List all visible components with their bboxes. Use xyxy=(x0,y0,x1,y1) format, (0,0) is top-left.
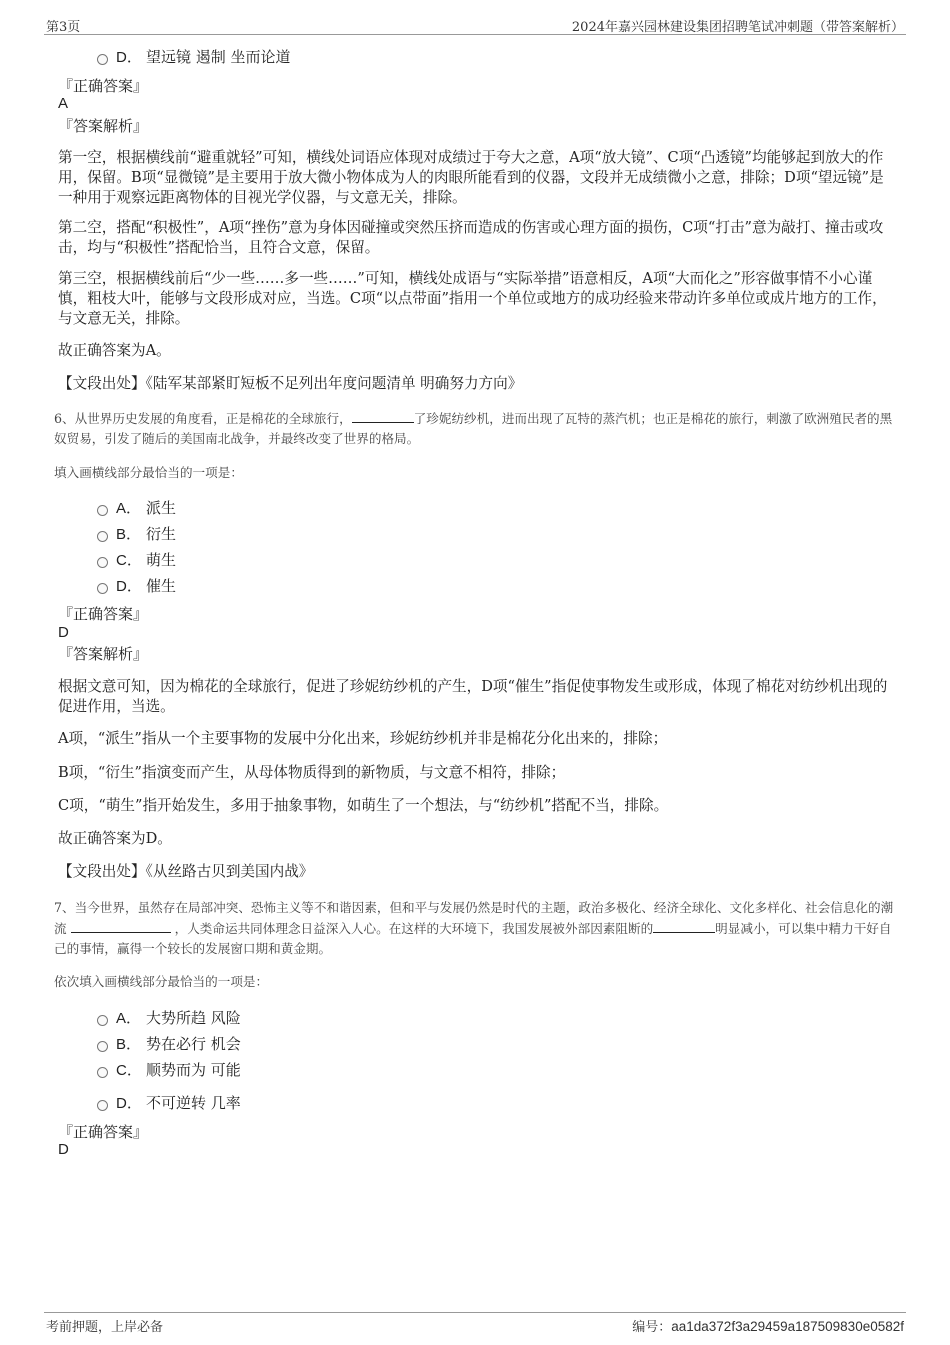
radio-icon[interactable] xyxy=(97,557,108,568)
page-footer xyxy=(44,1312,906,1335)
q5-analysis-paragraph-1: 第一空，根据横线前“避重就轻”可知，横线处词语应体现对成绩过于夸大之意，A项“放大镜”、C项“凸透镜”均能够起到放大的作用，保留。B项“显微镜”是主要用于放大微小物体成为人的肉眼所能看到的仪器，文段并无成绩微小之意，排除；D项“望远镜”是一种用于观察远距离物体的目视光学仪器，与文意无关，排除。 xyxy=(58,149,884,206)
q6-analysis-paragraph-4: C项，“萌生”指开始发生，多用于抽象事物，如萌生了一个想法，与“纺纱机”搭配不当，排除。 xyxy=(58,797,669,814)
q6-option-d[interactable]: D． 催生 xyxy=(97,575,176,597)
radio-icon[interactable] xyxy=(97,531,108,542)
fill-blank xyxy=(71,918,171,933)
radio-icon[interactable] xyxy=(97,1100,108,1111)
fill-blank xyxy=(352,408,414,423)
q5-analysis-label: 『答案解析』 xyxy=(58,117,149,135)
q6-analysis-paragraph-2: A项，“派生”指从一个主要事物的发展中分化出来，珍妮纺纱机并非是棉花分化出来的，排除； xyxy=(58,730,668,747)
q6-option-a[interactable]: A． 派生 xyxy=(97,497,176,519)
document-title: 2024年嘉兴园林建设集团招聘笔试冲刺题（带答案解析） xyxy=(571,20,904,35)
radio-icon[interactable] xyxy=(97,1041,108,1052)
q7-option-a[interactable]: A． 大势所趋 风险 xyxy=(97,1007,241,1029)
page-number: 第3页 xyxy=(46,20,81,35)
q6-option-c[interactable]: C． 萌生 xyxy=(97,549,176,571)
q6-option-b[interactable]: B． 衍生 xyxy=(97,523,176,545)
q7-option-b[interactable]: B． 势在必行 机会 xyxy=(97,1033,241,1055)
radio-icon[interactable] xyxy=(97,505,108,516)
q6-source: 【文段出处】《从丝路古贝到美国内战》 xyxy=(58,863,314,880)
q6-conclusion: 故正确答案为D。 xyxy=(58,830,172,847)
q5-answer: A xyxy=(58,95,69,112)
radio-icon[interactable] xyxy=(97,1015,108,1026)
q7-answer: D xyxy=(58,1141,69,1158)
q5-analysis-paragraph-3: 第三空，根据横线前后“少一些……多一些……”可知，横线处成语与“实际举措”语意相反，A项“大而化之”形容做事情不小心谨慎，粗枝大叶，能够与文段形成对应，当选。C项“以点带面”指用一个单位或地方的成功经验来带动许多单位或成片地方的工作，与文意无关，排除。 xyxy=(58,270,887,327)
q7-option-c[interactable]: C． 顺势而为 可能 xyxy=(97,1059,241,1081)
q7-instruction: 依次填入画横线部分最恰当的一项是： xyxy=(54,974,269,989)
q7-answer-label: 『正确答案』 xyxy=(58,1123,149,1141)
q6-answer-label: 『正确答案』 xyxy=(58,605,149,623)
radio-icon[interactable] xyxy=(97,583,108,594)
q5-option-d[interactable]: D． 望远镜 遏制 坐而论道 xyxy=(97,46,291,68)
q5-source: 【文段出处】《陆军某部紧盯短板不足列出年度问题清单 明确努力方向》 xyxy=(58,375,523,392)
radio-icon[interactable] xyxy=(97,54,108,65)
q6-analysis-paragraph-3: B项，“衍生”指演变而产生，从母体物质得到的新物质，与文意不相符，排除； xyxy=(58,764,566,781)
document-code: 编号：aa1da372f3a29459a187509830e0582f xyxy=(632,1319,904,1335)
radio-icon[interactable] xyxy=(97,1067,108,1078)
q7-stem: 7、当今世界，虽然存在局部冲突、恐怖主义等不和谐因素，但和平与发展仍然是时代的主题，政治多极化、经济全球化、文化多样化、社会信息化的潮流 ，人类命运共同体理念日益深入人心。在这样的大环境下，我国发展被外部因素阻断的 明显减小，可以集中精力干好自己的事情，赢得一个较长的发展窗口期和黄金期。 xyxy=(54,900,894,956)
q6-answer: D xyxy=(58,624,69,641)
q7-option-d[interactable]: D． 不可逆转 几率 xyxy=(97,1092,241,1114)
q6-analysis-paragraph-1: 根据文意可知，因为棉花的全球旅行，促进了珍妮纺纱机的产生，D项“催生”指促使事物发生或形成，体现了棉花对纺纱机出现的促进作用，当选。 xyxy=(58,678,888,715)
q5-conclusion: 故正确答案为A。 xyxy=(58,342,171,359)
q5-answer-label: 『正确答案』 xyxy=(58,77,149,95)
q6-instruction: 填入画横线部分最恰当的一项是： xyxy=(54,465,243,480)
q6-analysis-label: 『答案解析』 xyxy=(58,645,149,663)
fill-blank xyxy=(653,918,715,933)
page-header xyxy=(44,14,906,35)
q6-stem: 6、从世界历史发展的角度看，正是棉花的全球旅行， 了珍妮纺纱机，进而出现了瓦特的蒸汽机；也正是棉花的旅行，刺激了欧洲殖民者的黑奴贸易，引发了随后的美国南北战争，并最终改变了世界的格局。 xyxy=(54,408,896,449)
footer-slogan: 考前押题，上岸必备 xyxy=(46,1320,164,1335)
q5-analysis-paragraph-2: 第二空，搭配“积极性”，A项“挫伤”意为身体因碰撞或突然压挤而造成的伤害或心理方面的损伤，C项“打击”意为敲打、撞击或攻击，均与“积极性”搭配恰当，且符合文意，保留。 xyxy=(58,219,884,256)
